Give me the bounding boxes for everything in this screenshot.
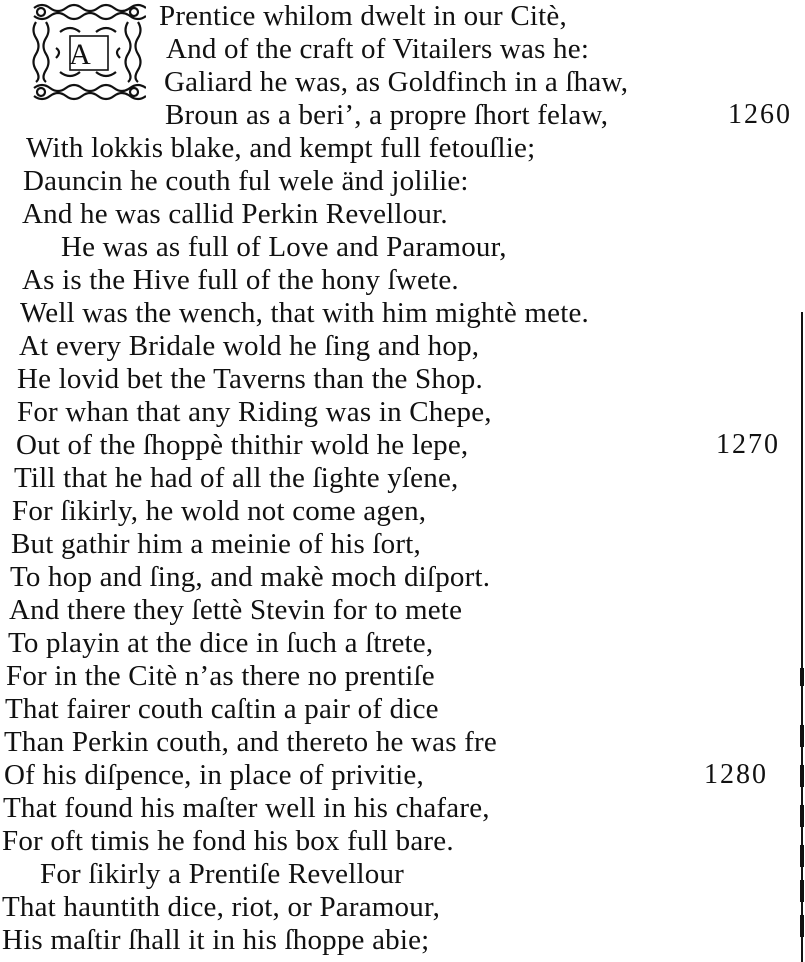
verse-line: But gathir him a meinie of his ſort,	[11, 528, 421, 560]
verse-line: He lovid bet the Taverns than the Shop.	[17, 363, 483, 395]
verse-line: With lokkis blake, and kempt full fetouſlie;	[26, 132, 536, 164]
verse-line: Out of the ſhoppè thithir wold he lepe,	[16, 429, 469, 461]
edge-mark	[800, 725, 804, 747]
verse-line: And he was callid Perkin Revellour.	[22, 198, 448, 230]
verse-line: His maſtir ſhall it in his ſhoppe abie;	[2, 924, 430, 956]
edge-mark	[800, 668, 804, 686]
verse-line: Broun as a beri’, a propre ſhort felaw,	[165, 99, 609, 131]
verse-line: Till that he had of all the ſighte yſene,	[14, 462, 459, 494]
edge-mark	[800, 880, 804, 902]
decorated-initial	[30, 2, 146, 102]
edge-mark	[800, 845, 804, 867]
verse-line: To playin at the dice in ſuch a ſtrete,	[8, 627, 434, 659]
verse-line: Than Perkin couth, and thereto he was fre	[4, 726, 497, 758]
verse-line: At every Bridale wold he ſing and hop,	[19, 330, 480, 362]
verse-line: As is the Hive full of the hony ſwete.	[22, 264, 459, 296]
verse-line: Of his diſpence, in place of privitie,	[4, 759, 424, 791]
line-number: 1270	[716, 429, 780, 460]
verse-line: For ſikirly, he wold not come agen,	[12, 495, 427, 527]
edge-mark	[800, 915, 804, 937]
verse-line: To hop and ſing, and makè moch diſport.	[10, 561, 491, 593]
line-number: 1280	[704, 759, 768, 790]
line-number: 1260	[728, 99, 792, 130]
verse-line: That found his maſter well in his chafare,	[3, 792, 490, 824]
verse-line: He was as full of Love and Paramour,	[61, 231, 507, 263]
verse-line: Well was the wench, that with him mightè mete.	[20, 297, 590, 329]
edge-mark	[800, 805, 804, 827]
verse-line: Galiard he was, as Goldfinch in a ſhaw,	[164, 66, 629, 98]
verse-line: Prentice whilom dwelt in our Citè,	[159, 0, 567, 32]
verse-line: Dauncin he couth ful wele änd jolilie:	[23, 165, 469, 197]
verse-line: For oft timis he fond his box full bare.	[2, 825, 454, 857]
verse-line: That fairer couth caſtin a pair of dice	[5, 693, 439, 725]
verse-line: That hauntith dice, riot, or Paramour,	[2, 891, 441, 923]
verse-line: And there they ſettè Stevin for to mete	[9, 594, 463, 626]
verse-line: For ſikirly a Prentiſe Revellour	[40, 858, 405, 890]
edge-mark	[800, 765, 804, 787]
verse-line: And of the craft of Vitailers was he:	[166, 33, 590, 65]
dropcap-letter: A	[69, 38, 91, 71]
verse-line: For whan that any Riding was in Chepe,	[17, 396, 492, 428]
verse-line: For in the Citè n’as there no prentiſe	[6, 660, 435, 692]
